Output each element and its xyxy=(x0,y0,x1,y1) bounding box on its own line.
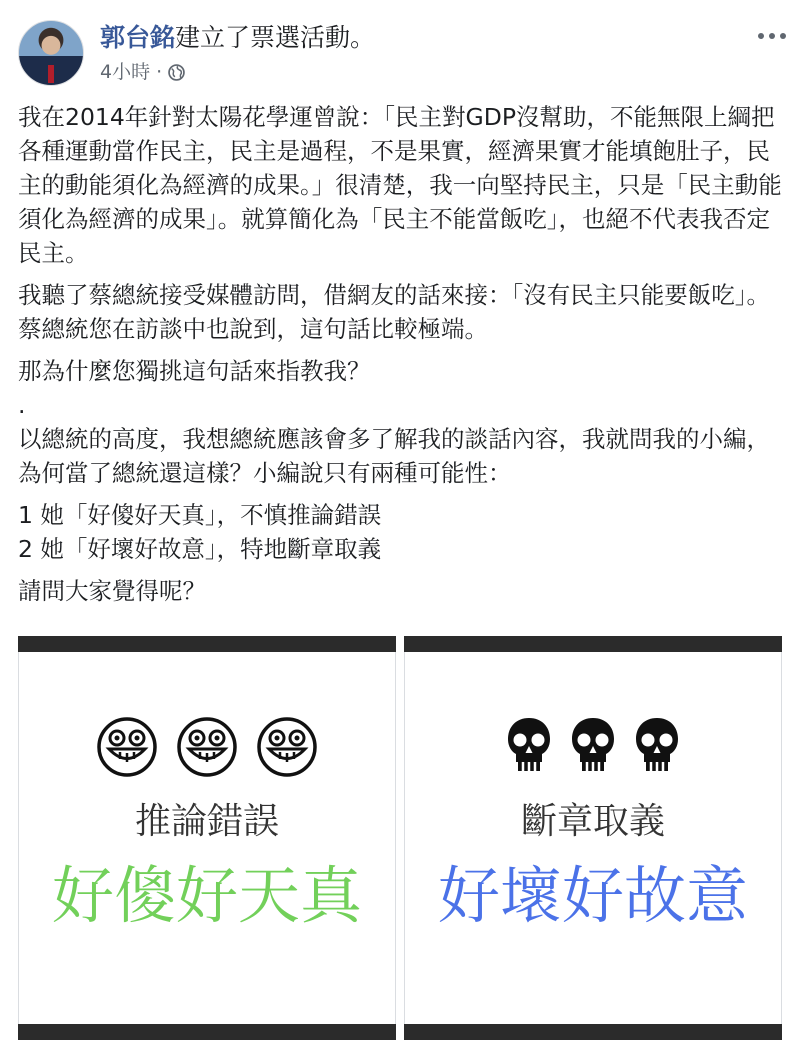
globe-icon[interactable] xyxy=(168,64,185,81)
more-options-button[interactable] xyxy=(756,26,788,46)
post-timestamp[interactable]: 4小時 xyxy=(100,61,151,83)
poll-option-title: 好壞好故意 xyxy=(437,859,748,932)
post-meta xyxy=(100,60,185,84)
author-line xyxy=(100,22,375,54)
grinning-face-icon xyxy=(256,716,318,778)
post-body xyxy=(18,100,786,616)
post-action-text: 建立了票選活動。 xyxy=(175,23,376,52)
post-paragraph: 我聽了蔡總統接受媒體訪問，借網友的話來接：「沒有民主只能要飯吃」。蔡總統您在訪談中也說到，這句話比較極端。 xyxy=(18,281,770,343)
grinning-face-icon xyxy=(176,716,238,778)
skull-icon xyxy=(634,716,680,772)
skull-icon xyxy=(570,716,616,772)
author-name-link[interactable]: 郭台銘 xyxy=(100,23,176,52)
more-dot xyxy=(769,33,775,39)
grinning-face-icon xyxy=(96,716,158,778)
post-paragraph: 我在2014年針對太陽花學運曾說：「民主對GDP沒幫助，不能無限上綱把各種運動當作民主，民主是過程，不是果實，經濟果實才能填飽肚子，民主的動能須化為經濟的成果。」很清楚，我一向堅持民主，只是「民主動能須化為經濟的成果」。就算簡化為「民主不能當飯吃」，也絕不代表我否定民主。 xyxy=(18,103,782,267)
emoji-row xyxy=(19,716,395,780)
post-paragraph: 請問大家覺得呢？ xyxy=(18,577,206,605)
skull-icon xyxy=(506,716,552,772)
avatar[interactable] xyxy=(18,20,84,86)
poll-option-label: 斷章取義 xyxy=(520,801,665,842)
poll-option-card[interactable] xyxy=(18,636,396,1040)
card-top-bar xyxy=(404,636,782,652)
poll-option-title: 好傻好天真 xyxy=(51,859,362,932)
card-bottom-bar xyxy=(404,1024,782,1040)
emoji-row xyxy=(405,716,781,780)
card-top-bar xyxy=(18,636,396,652)
more-dot xyxy=(780,33,786,39)
post-header xyxy=(0,0,802,100)
post-paragraph: 那為什麼您獨挑這句話來指教我？ . 以總統的高度，我想總統應該會多了解我的談話內容，我就問我的小編，為何當了總統還這樣？小編說只有兩種可能性： xyxy=(18,357,770,487)
more-dot xyxy=(758,33,764,39)
poll-option-card[interactable] xyxy=(404,636,782,1040)
poll-options xyxy=(18,636,784,1040)
card-bottom-bar xyxy=(18,1024,396,1040)
meta-separator: · xyxy=(156,61,163,83)
poll-option-label: 推論錯誤 xyxy=(134,801,279,842)
post-paragraph: 1 她「好傻好天真」，不慎推論錯誤 2 她「好壞好故意」，特地斷章取義 xyxy=(18,501,382,563)
